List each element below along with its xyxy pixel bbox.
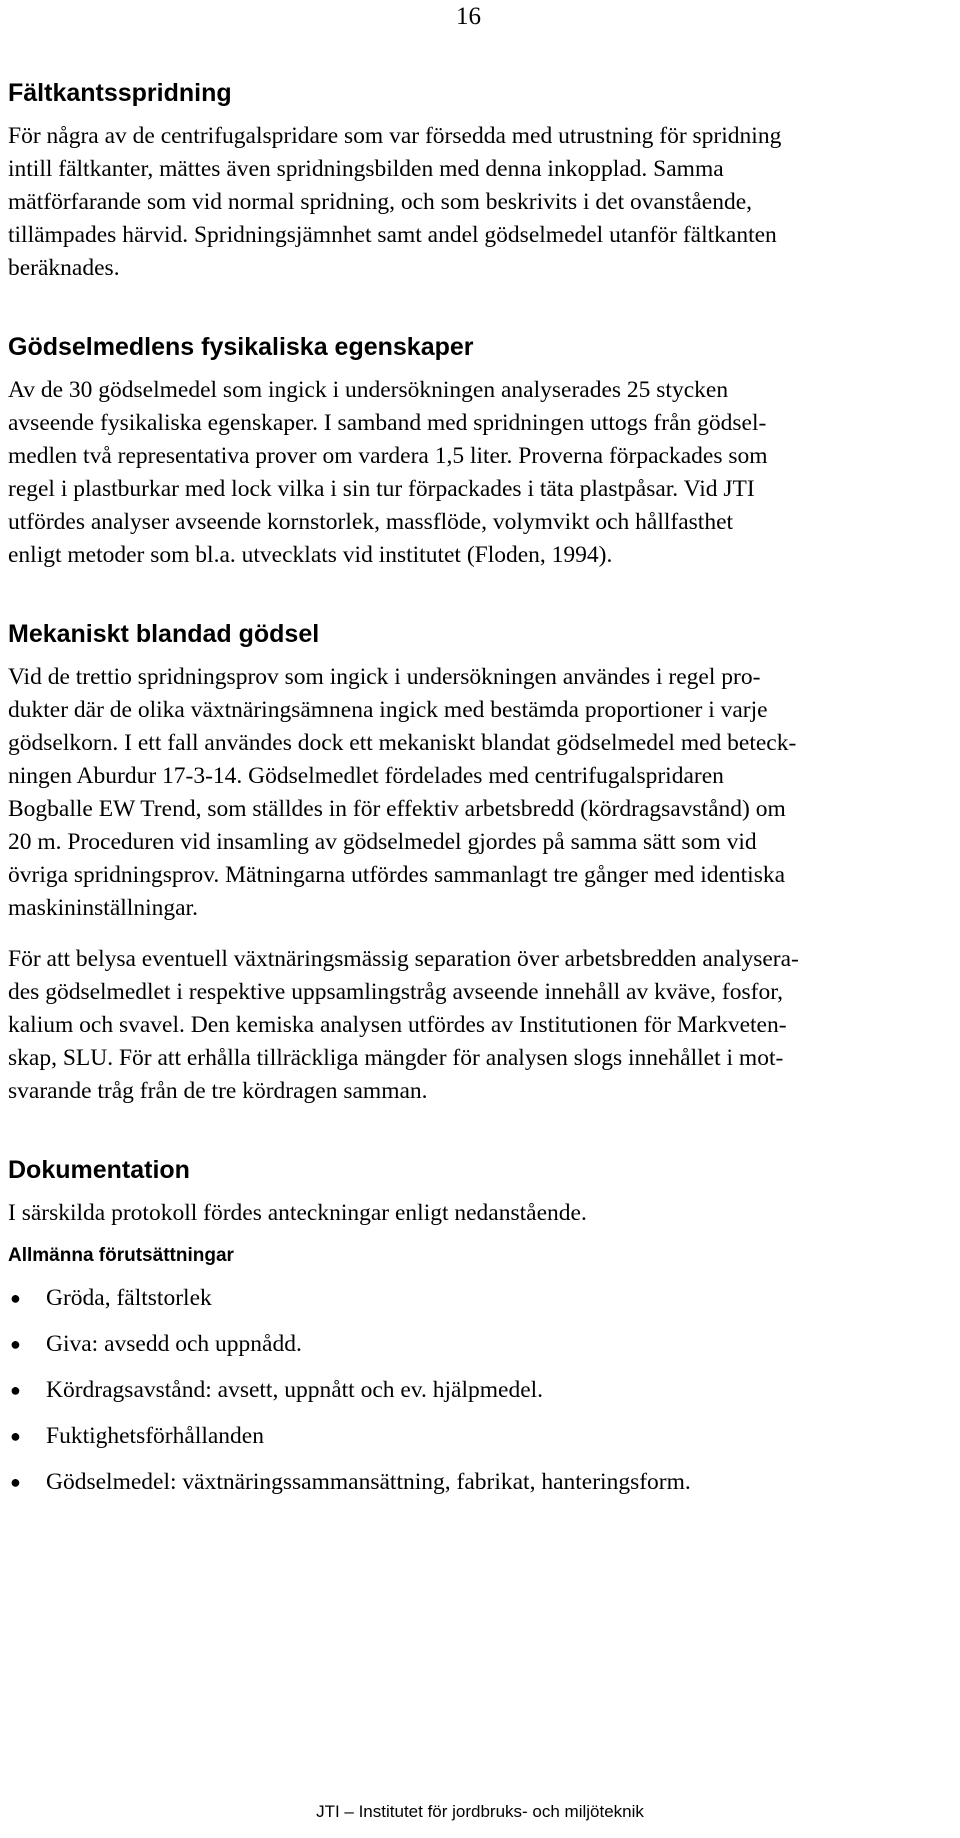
list-item: ● Fuktighetsförhållanden	[8, 1420, 926, 1453]
heading-faltkantsspridning: Fältkantsspridning	[8, 79, 232, 107]
page-number: 16	[456, 3, 481, 30]
subheading-allmanna-forutsattningar: Allmänna förutsättningar	[8, 1245, 234, 1266]
paragraph-mekaniskt-blandad-2: För att belysa eventuell växtnäringsmässig separation över arbetsbredden analysera- des gödselmedlet i respektive uppsamlingstråg avseende innehåll av kväve, fosfor, kalium och svavel. Den kemiska analysen utfördes av Institutionen för Markveten- skap, SLU. För att erhålla tillräckliga mängder för analysen slogs innehållet i mot- svarande tråg från de tre kördragen samman.	[8, 946, 799, 1104]
page-footer: JTI – Institutet för jordbruks- och miljöteknik	[316, 1802, 644, 1821]
bullet-icon: ●	[10, 1334, 21, 1354]
heading-dokumentation: Dokumentation	[8, 1156, 190, 1184]
heading-fysikaliska-egenskaper: Gödselmedlens fysikaliska egenskaper	[8, 333, 474, 361]
bullet-icon: ●	[10, 1426, 21, 1446]
paragraph-dokumentation: I särskilda protokoll fördes anteckningar enligt nedanstående.	[8, 1200, 587, 1226]
bullet-icon: ●	[10, 1288, 21, 1308]
heading-mekaniskt-blandad-godsel: Mekaniskt blandad gödsel	[8, 620, 320, 648]
list-item: ● Gödselmedel: växtnäringssammansättning, fabrikat, hanteringsform.	[8, 1466, 926, 1499]
list-item: ● Kördragsavstånd: avsett, uppnått och ev. hjälpmedel.	[8, 1374, 926, 1407]
list-item: ● Giva: avsedd och uppnådd.	[8, 1328, 926, 1361]
document-body	[8, 78, 926, 1512]
list-item: ● Gröda, fältstorlek	[8, 1282, 926, 1315]
paragraph-mekaniskt-blandad-1: Vid de trettio spridningsprov som ingick i undersökningen användes i regel pro- dukter där de olika växtnäringsämnena ingick med bestämda proportioner i varje gödselkorn. I ett fall användes dock ett mekaniskt blandat gödselmedel med beteck- ningen Aburdur 17-3-14. Gödselmedlet fördelades med centrifugalspridaren Bogballe EW Trend, som ställdes in för effektiv arbetsbredd (kördragsavstånd) om 20 m. Proceduren vid insamling av gödselmedel gjordes på samma sätt som vid övriga spridningsprov. Mätningarna utfördes sammanlagt tre gånger med identiska maskininställningar.	[8, 664, 797, 921]
paragraph-faltkantsspridning: För några av de centrifugalspridare som var försedda med utrustning för spridning intill fältkanter, mättes även spridningsbilden med denna inkopplad. Samma mätförfarande som vid normal spridning, och som beskrivits i det ovanstående, tillämpades härvid. Spridningsjämnhet samt andel gödselmedel utanför fältkanten beräknades.	[8, 123, 782, 281]
bullet-list	[8, 1282, 926, 1499]
bullet-icon: ●	[10, 1380, 21, 1400]
paragraph-fysikaliska-egenskaper: Av de 30 gödselmedel som ingick i undersökningen analyserades 25 stycken avseende fysikaliska egenskaper. I samband med spridningen uttogs från gödsel- medlen två representativa prover om vardera 1,5 liter. Proverna förpackades som regel i plastburkar med lock vilka i sin tur förpackades i täta plastpåsar. Vid JTI utfördes analyser avseende kornstorlek, massflöde, volymvikt och hållfasthet enligt metoder som bl.a. utvecklats vid institutet (Floden, 1994).	[8, 377, 768, 568]
bullet-icon: ●	[10, 1472, 21, 1492]
